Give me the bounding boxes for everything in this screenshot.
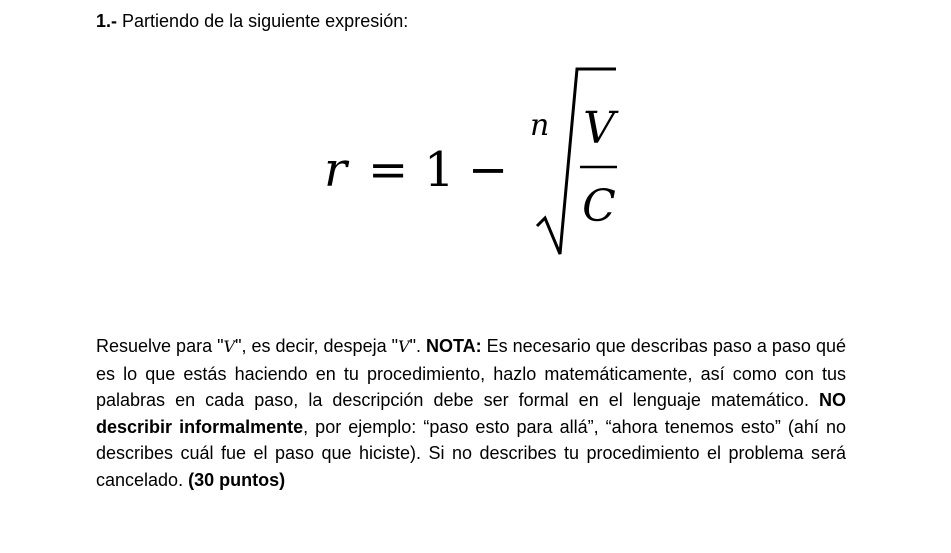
instructions-paragraph — [96, 333, 846, 493]
question-intro: Partiendo de la siguiente expresión: — [122, 11, 409, 31]
variable-v-2: V — [398, 337, 410, 356]
formula — [300, 55, 660, 265]
instructions-text-2: ", es decir, despeja " — [235, 336, 398, 356]
formula-minus: − — [468, 142, 509, 198]
root-index: n — [530, 108, 550, 143]
question-heading — [96, 10, 408, 32]
formula-one: 1 — [424, 142, 455, 198]
instructions-text-4: Es necesario que describas paso a paso qué es lo que estás haciendo en tu procedimiento, hazlo matemáticamente, así como con tus palabras en cada paso, la descripción debe ser formal en el lenguaje matemático. — [96, 336, 846, 410]
fraction-numerator: V — [583, 103, 615, 154]
nota-label: NOTA: — [425, 336, 482, 356]
formula-equals: = — [368, 142, 409, 198]
fraction-denominator: C — [582, 181, 616, 232]
instructions-text-3: ". — [409, 336, 426, 356]
points-label: (30 puntos) — [188, 469, 286, 490]
no-describir-warning: NO describir informalmente — [96, 390, 846, 437]
question-number: 1.- — [96, 11, 118, 31]
formula-lhs: r — [324, 142, 347, 198]
instructions-text-1: Resuelve para " — [96, 336, 224, 356]
instructions-text-5: , por ejemplo: “paso esto para allá”, “ahora tenemos esto” (ahí no describes cuál fue el paso que hiciste). Si no describes tu procedimiento el problema será cancelado. — [96, 416, 847, 490]
variable-v-1: V — [223, 337, 236, 356]
